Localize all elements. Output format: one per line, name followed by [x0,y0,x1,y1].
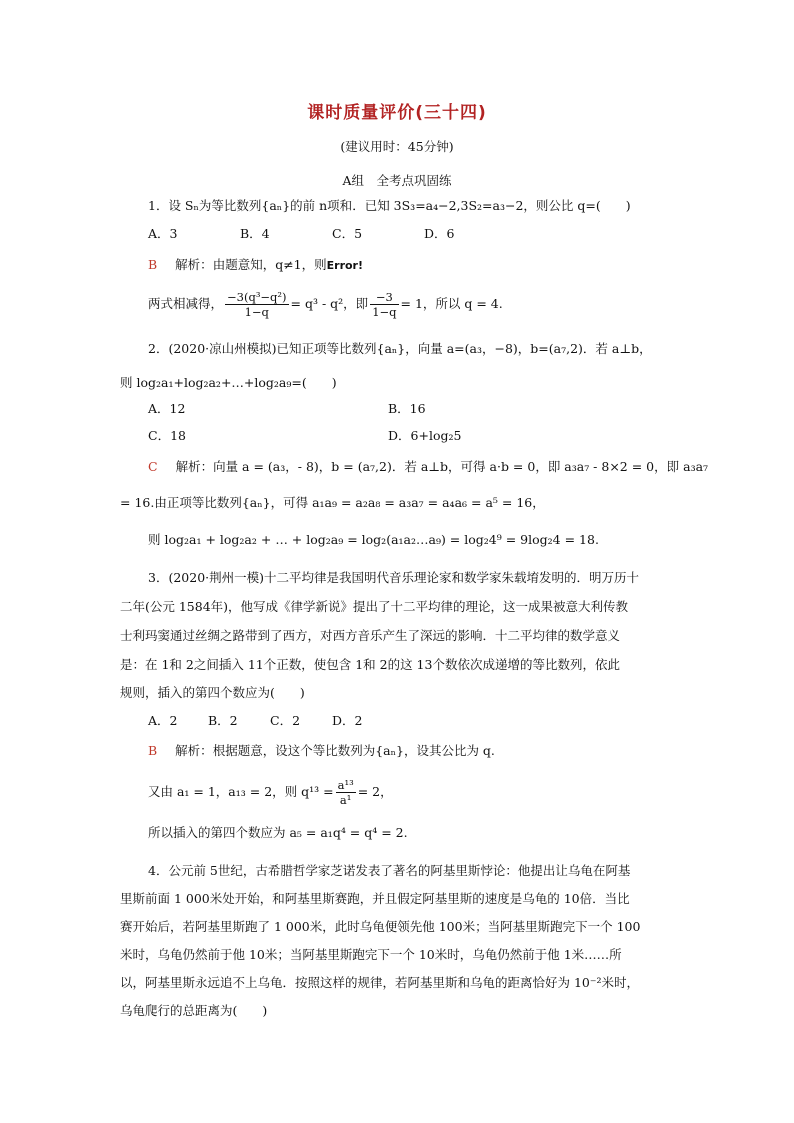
page-title: 课时质量评价(三十四) [307,103,487,123]
q1-solution-line2 [148,288,503,320]
q4-stem-line6: 乌龟爬行的总距离为( ) [120,1003,268,1018]
q3-answer: B [148,743,158,758]
q2-solution-line2: = 16.由正项等比数列{aₙ}，可得 a₁a₉ = a₂a₈ = a₃a₇ = a₄a₆ = a⁵ = 16， [120,495,545,510]
q2-option-a: A．12 [148,401,186,416]
q2-option-c: C．18 [148,428,186,443]
q3-fraction-numerator: a¹³ [337,778,354,792]
q2-solution-label: 解析： [175,459,214,474]
q2-answer: C [148,459,158,474]
q1-solution-post: = 1，所以 q = 4. [400,296,503,311]
q1-fraction-2-numerator: −3 [370,290,398,305]
q2-solution-line3: 则 log₂a₁ + log₂a₂ + … + log₂a₉ = log₂(a₁a₂…a₉) = log₂4⁹ = 9log₂4 = 18. [148,532,599,547]
q1-solution-pre: 两式相减得， [148,296,224,311]
q1-stem: 1．设 Sₙ为等比数列{aₙ}的前 n项和．已知 3S₃=a₄−2,3S₂=a₃−2，则公比 q=( ) [148,198,631,213]
q3-solution-line2 [148,776,393,808]
q3-stem-line2: 二年(公元 1584年)，他写成《律学新说》提出了十二平均律的理论，这一成果被意大利传教 [120,599,629,614]
q1-solution-mid: = q³ - q²，即 [290,296,369,311]
q1-fraction-1-numerator: −3(q³−q²) [227,290,287,304]
q1-solution-text: 由题意知，q≠1，则 [212,257,327,272]
q2-stem-line2: 则 log₂a₁+log₂a₂+…+log₂a₉=( ) [120,375,337,390]
q1-option-a: A．3 [148,226,178,241]
q2-option-b: B．16 [388,401,426,416]
q1-fraction-1-denominator: 1−q [244,305,269,319]
q1-error-text: Error! [326,259,363,272]
q1-fraction-1 [225,290,289,319]
q3-fraction [336,778,356,807]
q1-option-c: C．5 [332,226,363,241]
q3-option-b: B．2 [208,713,238,728]
q1-solution-line1 [148,256,363,275]
q3-stem-line1: 3．(2020·荆州一模)十二平均律是我国明代音乐理论家和数学家朱载堉发明的．明万历十 [148,570,639,585]
q1-fraction-2-denominator: 1−q [372,305,397,319]
q3-solution-label: 解析： [175,743,213,758]
q3-stem-line3: 士利玛窦通过丝绸之路带到了西方，对西方音乐产生了深远的影响．十二平均律的数学意义 [120,628,621,643]
q4-stem-line4: 米时，乌龟仍然前于他 10米；当阿基里斯跑完下一个 10米时，乌龟仍然前于他 1米……所 [120,947,622,962]
q3-solution-post: = 2， [357,784,393,799]
q4-stem-line1: 4．公元前 5世纪，古希腊哲学家芝诺发表了著名的阿基里斯悖论：他提出让乌龟在阿基 [148,863,631,878]
q2-solution-line1 [148,458,708,476]
q2-stem-line1: 2．(2020·凉山州模拟)已知正项等比数列{aₙ}，向量 a=(a₃，−8)，b=(a₇,2)．若 a⊥b， [148,341,652,356]
time-suggestion: (建议用时：45分钟) [340,139,454,154]
q3-stem-line5: 规则，插入的第四个数应为( ) [120,685,305,700]
q1-fraction-2 [370,290,398,319]
q3-fraction-denominator: a¹ [339,793,352,807]
group-heading: A组 全考点巩固练 [342,173,452,188]
q1-solution-label: 解析： [175,257,213,272]
q3-stem-line4: 是：在 1和 2之间插入 11个正数，使包含 1和 2的这 13个数依次成递增的等比数列，依此 [120,657,620,672]
q2-option-d: D．6+log₂5 [388,428,462,443]
q3-solution-line1 [148,742,495,760]
q4-stem-line3: 赛开始后，若阿基里斯跑了 1 000米，此时乌龟便领先他 100米；当阿基里斯跑完下一个 100 [120,919,641,934]
q3-solution-line3: 所以插入的第四个数应为 a₅ = a₁q⁴ = q⁴ = 2. [148,825,408,840]
q3-solution-text: 根据题意，设这个等比数列为{aₙ}，设其公比为 q. [212,743,495,758]
q4-stem-line5: 以，阿基里斯永远追不上乌龟．按照这样的规律，若阿基里斯和乌龟的距离恰好为 10⁻²米时， [120,975,639,990]
q3-option-c: C．2 [270,713,301,728]
q3-solution-pre: 又由 a₁ = 1，a₁₃ = 2，则 q¹³ = [148,784,334,799]
q1-option-b: B．4 [240,226,270,241]
q1-option-d: D．6 [424,226,455,241]
q3-option-a: A．2 [148,713,178,728]
q2-solution-text: 向量 a = (a₃，- 8)，b = (a₇,2)．若 a⊥b，可得 a·b = 0，即 a₃a₇ - 8×2 = 0，即 a₃a₇ [213,459,709,474]
q4-stem-line2: 里斯前面 1 000米处开始，和阿基里斯赛跑，并且假定阿基里斯的速度是乌龟的 10倍．当比 [120,891,630,906]
q1-answer: B [148,257,158,272]
q3-option-d: D．2 [332,713,363,728]
